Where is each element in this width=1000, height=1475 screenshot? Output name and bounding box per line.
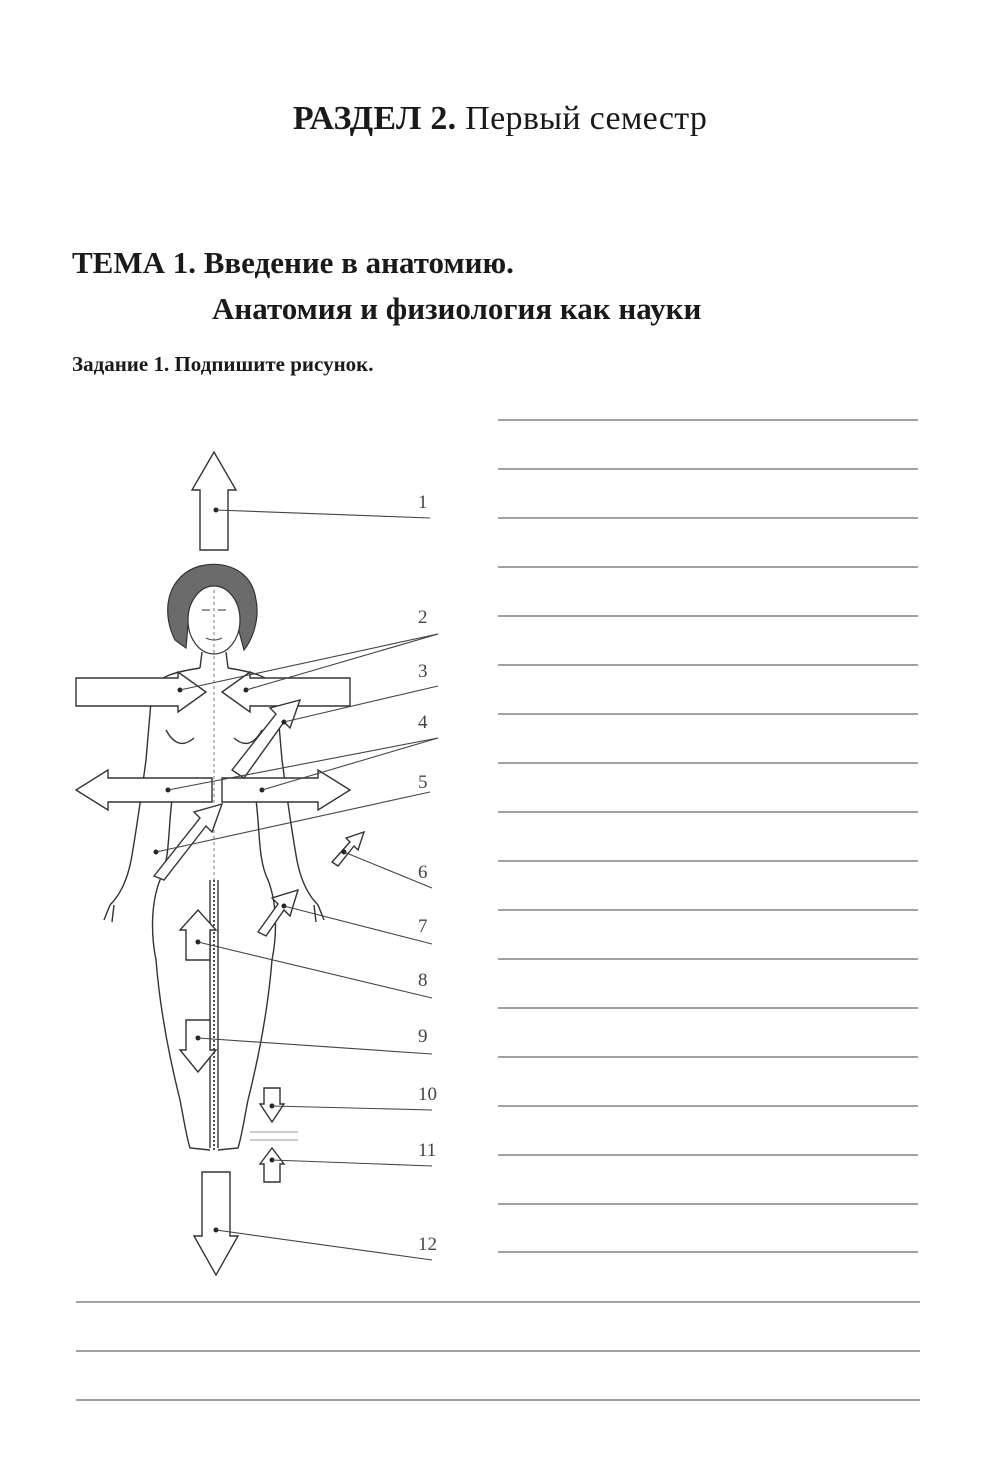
label-6: 6 (418, 862, 428, 883)
figure-labels (418, 492, 437, 1255)
arrow-superior (192, 452, 236, 550)
human-figure (104, 564, 324, 1150)
task-instruction: Задание 1. Подпишите рисунок. (72, 352, 374, 376)
arrow-medial-left (76, 672, 206, 712)
section-name: Первый семестр (465, 100, 708, 137)
arrow-inferior (194, 1172, 238, 1275)
label-7: 7 (418, 916, 428, 937)
label-11: 11 (418, 1140, 437, 1161)
label-1: 1 (418, 492, 428, 513)
section-prefix: РАЗДЕЛ 2. (292, 100, 457, 137)
arrow-11 (260, 1148, 284, 1182)
label-8: 8 (418, 970, 428, 991)
label-5: 5 (418, 772, 428, 793)
answer-lines-bottom (76, 1302, 920, 1400)
label-12: 12 (418, 1234, 437, 1255)
arrow-6 (332, 832, 364, 866)
arrow-oblique-5 (154, 804, 222, 880)
label-3: 3 (418, 661, 428, 682)
label-9: 9 (418, 1026, 428, 1047)
topic-line-2: Анатомия и физиология как науки (212, 291, 702, 326)
label-10: 10 (418, 1084, 437, 1105)
label-2: 2 (418, 607, 428, 628)
answer-lines-right (498, 420, 918, 1252)
topic-line-1: ТЕМА 1. Введение в анатомию. (72, 245, 514, 280)
label-4: 4 (418, 712, 428, 733)
arrow-7 (258, 890, 298, 936)
